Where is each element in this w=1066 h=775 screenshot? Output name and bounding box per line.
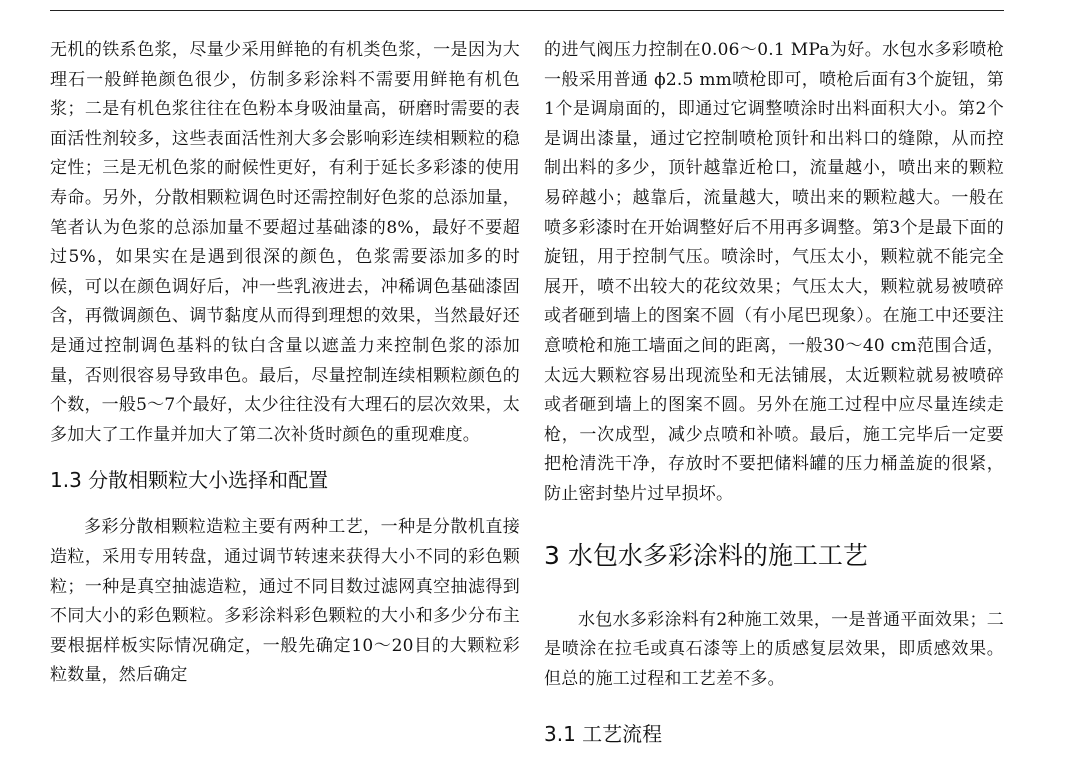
header-rule <box>50 10 1004 11</box>
right-column <box>544 36 1004 747</box>
left-column <box>50 36 520 691</box>
left-paragraph-2: 多彩分散相颗粒造粒主要有两种工艺，一种是分散机直接造粒，采用专用转盘，通过调节转速来获得大小不同的彩色颗粒；一种是真空抽滤造粒，通过不同目数过滤网真空抽滤得到不同大小的彩色颗粒。多彩涂料彩色颗粒的大小和多少分布主要根据样板实际情况确定，一般先确定10～20目的大颗粒彩粒数量，然后确定 <box>50 517 520 686</box>
right-paragraph-1: 的进气阀压力控制在0.06～0.1 MPa为好。水包水多彩喷枪一般采用普通 ϕ2.5 mm喷枪即可，喷枪后面有3个旋钮，第1个是调扇面的，即通过它调整喷涂时出料面积大小。第2个是调出漆量，通过它控制喷枪顶针和出料口的缝隙，从而控制出料的多少，顶针越靠近枪口，流量越小，喷出来的颗粒易碎越小；越靠后，流量越大，喷出来的颗粒越大。一般在喷多彩漆时在开始调整好后不用再多调整。第3个是最下面的旋钮，用于控制气压。喷涂时，气压太小，颗粒就不能完全展开，喷不出较大的花纹效果；气压太大，颗粒就易被喷碎或者砸到墙上的图案不圆（有小尾巴现象）。在施工中还要注意喷枪和施工墙面之间的距离，一般30～40 cm范围合适，太远大颗粒容易出现流坠和无法铺展，太近颗粒就易被喷碎或者砸到墙上的图案不圆。另外在施工过程中应尽量连续走枪，一次成型，减少点喷和补喷。最后，施工完毕后一定要把枪清洗干净，存放时不要把储料罐的压力桶盖旋的很紧，防止密封垫片过早损坏。 <box>544 40 1004 504</box>
section-heading-1-3: 1.3 分散相颗粒大小选择和配置 <box>50 468 329 493</box>
left-paragraph-1: 无机的铁系色浆，尽量少采用鲜艳的有机类色浆，一是因为大理石一般鲜艳颜色很少，仿制多彩涂料不需要用鲜艳有机色浆；二是有机色浆往往在色粉本身吸油量高，研磨时需要的表面活性剂较多，这些表面活性剂大多会影响彩连续相颗粒的稳定性；三是无机色浆的耐候性更好，有利于延长多彩漆的使用寿命。另外，分散相颗粒调色时还需控制好色浆的总添加量，笔者认为色浆的总添加量不要超过基础漆的8%，最好不要超过5%，如果实在是遇到很深的颜色，色浆需要添加多的时候，可以在颜色调好后，冲一些乳液进去，冲稀调色基础漆固含，再微调颜色、调节黏度从而得到理想的效果，当然最好还是通过控制调色基料的钛白含量以遮盖力来控制色浆的添加量，否则很容易导致串色。最后，尽量控制连续相颗粒颜色的个数，一般5～7个最好，太少往往没有大理石的层次效果，太多加大了工作量并加大了第二次补货时颜色的重现难度。 <box>50 40 520 445</box>
section-heading-3: 3 水包水多彩涂料的施工工艺 <box>544 540 868 570</box>
section-heading-3-1: 3.1 工艺流程 <box>544 722 663 747</box>
right-paragraph-2: 水包水多彩涂料有2种施工效果，一是普通平面效果；二是喷涂在拉毛或真石漆等上的质感复层效果，即质感效果。但总的施工过程和工艺差不多。 <box>544 609 1004 689</box>
